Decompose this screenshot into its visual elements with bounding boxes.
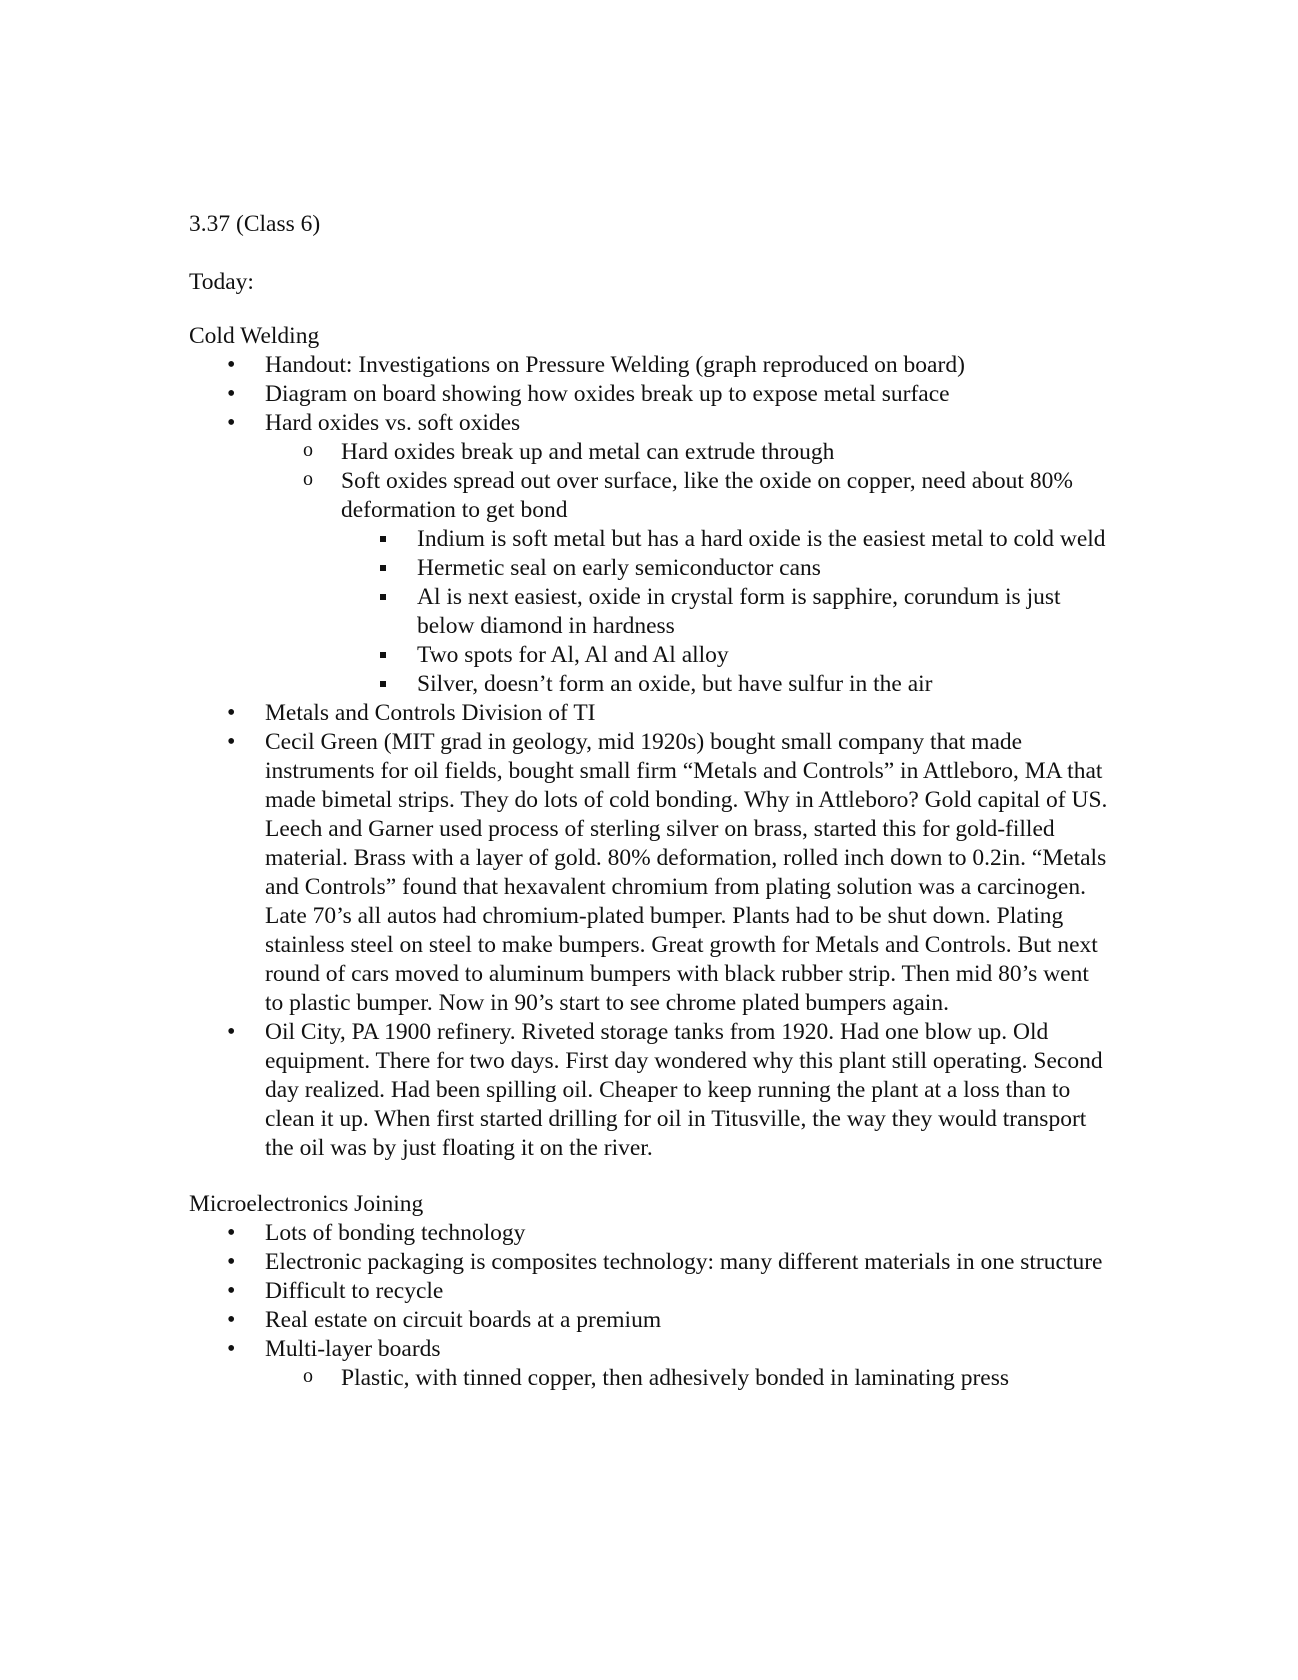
cold-welding-list (189, 351, 1109, 1163)
notes-page (189, 210, 1109, 1393)
microelectronics-list (189, 1219, 1109, 1393)
multilayer-sublist (265, 1364, 1109, 1393)
list-item: • Multi-layer boards o Plastic, with tinned copper, then adhesively bonded in laminating press (189, 1335, 1109, 1393)
list-item: • Difficult to recycle (189, 1277, 1109, 1306)
page-title: 3.37 (Class 6) (189, 211, 321, 237)
sub-sub-list-item: Two spots for Al, Al and Al alloy (341, 641, 1109, 670)
sub-sub-list-item: Indium is soft metal but has a hard oxide is the easiest metal to cold weld (341, 525, 1109, 554)
list-item: • Real estate on circuit boards at a premium (189, 1306, 1109, 1335)
list-item: • Oil City, PA 1900 refinery. Riveted storage tanks from 1920. Had one blow up. Old equipment. There for two days. First day wondered why this plant still operating. Second day realized. Had been spilling oil. Cheaper to keep running the plant at a loss than to clean it up. When first started drilling for oil in Titusville, the way they would transport the oil was by just floating it on the river. (189, 1018, 1109, 1163)
sub-list-item: o Plastic, with tinned copper, then adhesively bonded in laminating press (265, 1364, 1109, 1393)
list-item: • Metals and Controls Division of TI (189, 699, 1109, 728)
sub-list-item: o Hard oxides break up and metal can extrude through (265, 438, 1109, 467)
list-item: • Lots of bonding technology (189, 1219, 1109, 1248)
list-item: • Cecil Green (MIT grad in geology, mid 1920s) bought small company that made instruments for oil fields, bought small firm “Metals and Controls” in Attleboro, MA that made bimetal strips. They do lots of cold bonding. Why in Attleboro? Gold capital of US. Leech and Garner used process of sterling silver on brass, started this for gold-filled material. Brass with a layer of gold. 80% deformation, rolled inch down to 0.2in. “Metals and Controls” found that hexavalent chromium from plating solution was a carcinogen. Late 70’s all autos had chromium-plated bumper. Plants had to be shut down. Plating stainless steel on steel to make bumpers. Great growth for Metals and Controls. But next round of cars moved to aluminum bumpers with black rubber strip. Then mid 80’s went to plastic bumper. Now in 90’s start to see chrome plated bumpers again. (189, 728, 1109, 1018)
list-item: • Hard oxides vs. soft oxides o Hard oxides break up and metal can extrude through o Soft oxides spread out over surface, like the oxide on copper, need about 80% deformation to get bond Indium is soft metal but has a hard oxide is the easiest metal to cold weld Hermetic seal on early semiconductor cans Al is next easiest, oxide in crystal form is sapphire, corundum is just below diamond in hardness Two spots for Al, Al and Al alloy Silver, doesn’t form an oxide, but have sulfur in the air (189, 409, 1109, 699)
sub-list-item: o Soft oxides spread out over surface, like the oxide on copper, need about 80% deformation to get bond Indium is soft metal but has a hard oxide is the easiest metal to cold weld Hermetic seal on early semiconductor cans Al is next easiest, oxide in crystal form is sapphire, corundum is just below diamond in hardness Two spots for Al, Al and Al alloy Silver, doesn’t form an oxide, but have sulfur in the air (265, 467, 1109, 699)
sub-sub-list-item: Hermetic seal on early semiconductor cans (341, 554, 1109, 583)
section-heading-cold-welding: Cold Welding (189, 323, 320, 349)
oxides-sublist (265, 438, 1109, 699)
sub-sub-list-item: Silver, doesn’t form an oxide, but have sulfur in the air (341, 670, 1109, 699)
list-item: • Diagram on board showing how oxides break up to expose metal surface (189, 380, 1109, 409)
sub-sub-list-item: Al is next easiest, oxide in crystal form is sapphire, corundum is just below diamond in hardness (341, 583, 1109, 641)
section-heading-microelectronics-joining: Microelectronics Joining (189, 1191, 424, 1217)
soft-oxides-sublist (341, 525, 1109, 699)
list-item: • Electronic packaging is composites technology: many different materials in one structure (189, 1248, 1109, 1277)
today-label: Today: (189, 269, 254, 295)
list-item: • Handout: Investigations on Pressure Welding (graph reproduced on board) (189, 351, 1109, 380)
